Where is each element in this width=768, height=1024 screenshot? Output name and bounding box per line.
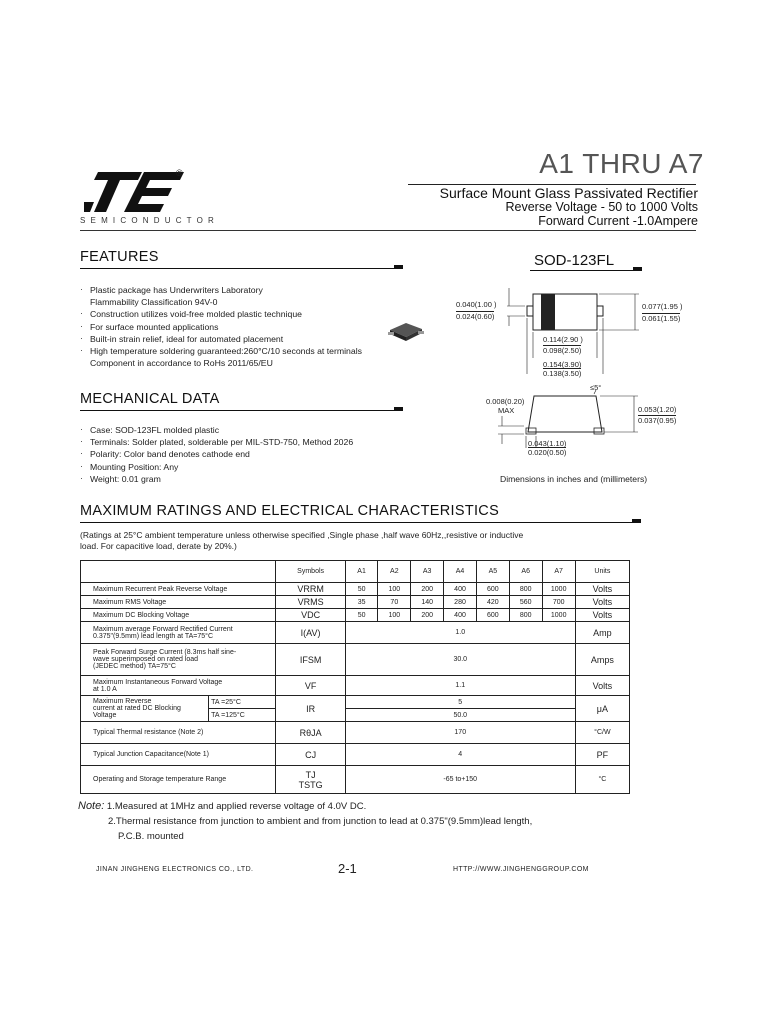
mechanical-list bbox=[80, 424, 400, 485]
table-row: Operating and Storage temperature Range TJ TSTG -65 to+150 °C bbox=[81, 766, 630, 794]
dim-lead-width-max: 0.040(1.00 ) bbox=[456, 300, 497, 309]
ratings-rule-mark bbox=[632, 519, 641, 523]
note-2-cont: P.C.B. mounted bbox=[118, 831, 184, 842]
dim-body-width-max: 0.077(1.95 ) bbox=[642, 302, 683, 311]
reverse-voltage-spec: Reverse Voltage - 50 to 1000 Volts bbox=[505, 200, 698, 214]
ratings-rule bbox=[80, 522, 640, 523]
table-row: Typical Junction Capacitance(Note 1) CJ 4 PF bbox=[81, 744, 630, 766]
features-rule bbox=[80, 268, 398, 269]
mechanical-rule-mark bbox=[394, 407, 403, 411]
forward-current-spec: Forward Current -1.0Ampere bbox=[538, 214, 698, 228]
col-header: Symbols bbox=[276, 561, 345, 583]
feature-item: Component in accordance to RoHs 2011/65/EU bbox=[90, 358, 273, 369]
dim-angle: ≤5° bbox=[590, 383, 602, 392]
table-header-row bbox=[81, 561, 630, 583]
dim-lead-length-max: 0.043(1.10) bbox=[528, 439, 567, 448]
package-rule bbox=[530, 270, 642, 271]
ratings-conditions-line1: (Ratings at 25°C ambient temperature unless otherwise specified ,Single phase ,half wave 60Hz,,resistive or inductive bbox=[80, 530, 524, 540]
table-row: Maximum Reverse current at rated DC Blocking Voltage TA =25°C IR 5 μA bbox=[81, 696, 630, 709]
note-2: 2.Thermal resistance from junction to ambient and from junction to lead at 0.375"(9.5mm)lead length, bbox=[108, 816, 533, 827]
mechanical-heading: MECHANICAL DATA bbox=[80, 391, 220, 407]
dim-height-max: 0.053(1.20) bbox=[638, 405, 677, 414]
mechanical-rule bbox=[80, 410, 398, 411]
package-name: SOD-123FL bbox=[534, 252, 615, 269]
table-row: Maximum DC Blocking Voltage VDC 50 100 200 400 600 800 1000 Volts bbox=[81, 609, 630, 622]
table-row: Maximum Instantaneous Forward Voltage at 1.0 A VF 1.1 Volts bbox=[81, 676, 630, 696]
mechanical-item: · Weight: 0.01 gram bbox=[80, 473, 400, 485]
page-title: A1 THRU A7 bbox=[539, 148, 704, 179]
dim-lead-width-min: 0.024(0.60) bbox=[456, 312, 495, 321]
dimension-note: Dimensions in inches and (millimeters) bbox=[500, 474, 648, 484]
table-row: Maximum average Forward Rectified Current 0.375"(9.5mm) lead length at TA=75°C I(AV) 1.0 Amp bbox=[81, 622, 630, 644]
col-header: A2 bbox=[378, 561, 411, 583]
table-row: TA =125°C 50.0 bbox=[81, 709, 630, 722]
ratings-heading: MAXIMUM RATINGS AND ELECTRICAL CHARACTERISTICS bbox=[80, 503, 500, 519]
feature-item: · Plastic package has Underwriters Laboratory bbox=[80, 284, 400, 296]
col-header: A5 bbox=[476, 561, 509, 583]
mechanical-item: · Terminals: Solder plated, solderable per MIL-STD-750, Method 2026 bbox=[80, 436, 400, 448]
component-photo bbox=[386, 320, 426, 344]
subtitle: Surface Mount Glass Passivated Rectifier bbox=[439, 185, 698, 201]
feature-item: · Built-in strain relief, ideal for automated placement bbox=[80, 333, 400, 345]
registered-mark: ® bbox=[176, 168, 183, 178]
footer-url[interactable]: HTTP://WWW.JINGHENGGROUP.COM bbox=[453, 866, 589, 873]
table-row: Typical Thermal resistance (Note 2) RθJA 170 °C/W bbox=[81, 722, 630, 744]
table-row: Maximum RMS Voltage VRMS 35 70 140 280 420 560 700 Volts bbox=[81, 596, 630, 609]
mechanical-item: · Mounting Position: Any bbox=[80, 461, 400, 473]
notes-label: Note: bbox=[78, 800, 105, 812]
mechanical-item: · Case: SOD-123FL molded plastic bbox=[80, 424, 400, 436]
dim-body-length-max: 0.114(2.90 ) bbox=[543, 335, 583, 344]
dim-body-length-min: 0.098(2.50) bbox=[543, 346, 582, 355]
footer-company: JINAN JINGHENG ELECTRONICS CO., LTD. bbox=[96, 866, 254, 873]
features-rule-mark bbox=[394, 265, 403, 269]
ratings-conditions-line2: load. For capacitive load, derate by 20%.) bbox=[80, 540, 237, 551]
dim-lead-thickness-note: MAX bbox=[498, 406, 515, 415]
feature-item: · Construction utilizes void-free molded plastic technique bbox=[80, 308, 400, 320]
table-row: Maximum Recurrent Peak Reverse Voltage VRRM 50 100 200 400 600 800 1000 Volts bbox=[81, 583, 630, 596]
dim-overall-length-min: 0.138(3.50) bbox=[543, 369, 582, 378]
dim-height-min: 0.037(0.95) bbox=[638, 416, 677, 425]
table-row: Peak Forward Surge Current (8.3ms half sine- wave superimposed on rated load (JEDEC method) TA=75°C IFSM 30.0 Amps bbox=[81, 644, 630, 676]
page-number: 2-1 bbox=[338, 861, 357, 876]
notes-block bbox=[78, 799, 532, 844]
col-header: A1 bbox=[345, 561, 378, 583]
package-rule-mark bbox=[633, 267, 642, 271]
features-heading: FEATURES bbox=[80, 249, 159, 265]
dim-lead-thickness: 0.008(0.20) bbox=[486, 397, 525, 406]
col-header: A6 bbox=[509, 561, 542, 583]
col-header: Units bbox=[575, 561, 629, 583]
features-list bbox=[80, 284, 400, 369]
company-tag: SEMICONDUCTOR bbox=[80, 216, 220, 225]
ratings-conditions bbox=[80, 530, 580, 551]
mechanical-item: · Polarity: Color band denotes cathode end bbox=[80, 448, 400, 460]
col-header: A3 bbox=[411, 561, 444, 583]
feature-item: · For surface mounted applications bbox=[80, 321, 400, 333]
note-1: 1.Measured at 1MHz and applied reverse voltage of 4.0V DC. bbox=[104, 801, 367, 812]
col-header: A4 bbox=[444, 561, 477, 583]
feature-item: · High temperature soldering guaranteed:260°C/10 seconds at terminals bbox=[80, 345, 400, 357]
dim-lead-length-min: 0.020(0.50) bbox=[528, 448, 567, 457]
dim-body-width-min: 0.061(1.55) bbox=[642, 314, 681, 323]
feature-item: Flammability Classification 94V-0 bbox=[90, 297, 218, 308]
ratings-table bbox=[80, 560, 630, 794]
header-rule bbox=[80, 230, 696, 231]
company-logo bbox=[84, 172, 184, 212]
col-header: A7 bbox=[542, 561, 575, 583]
dim-overall-length-max: 0.154(3.90) bbox=[543, 360, 582, 369]
